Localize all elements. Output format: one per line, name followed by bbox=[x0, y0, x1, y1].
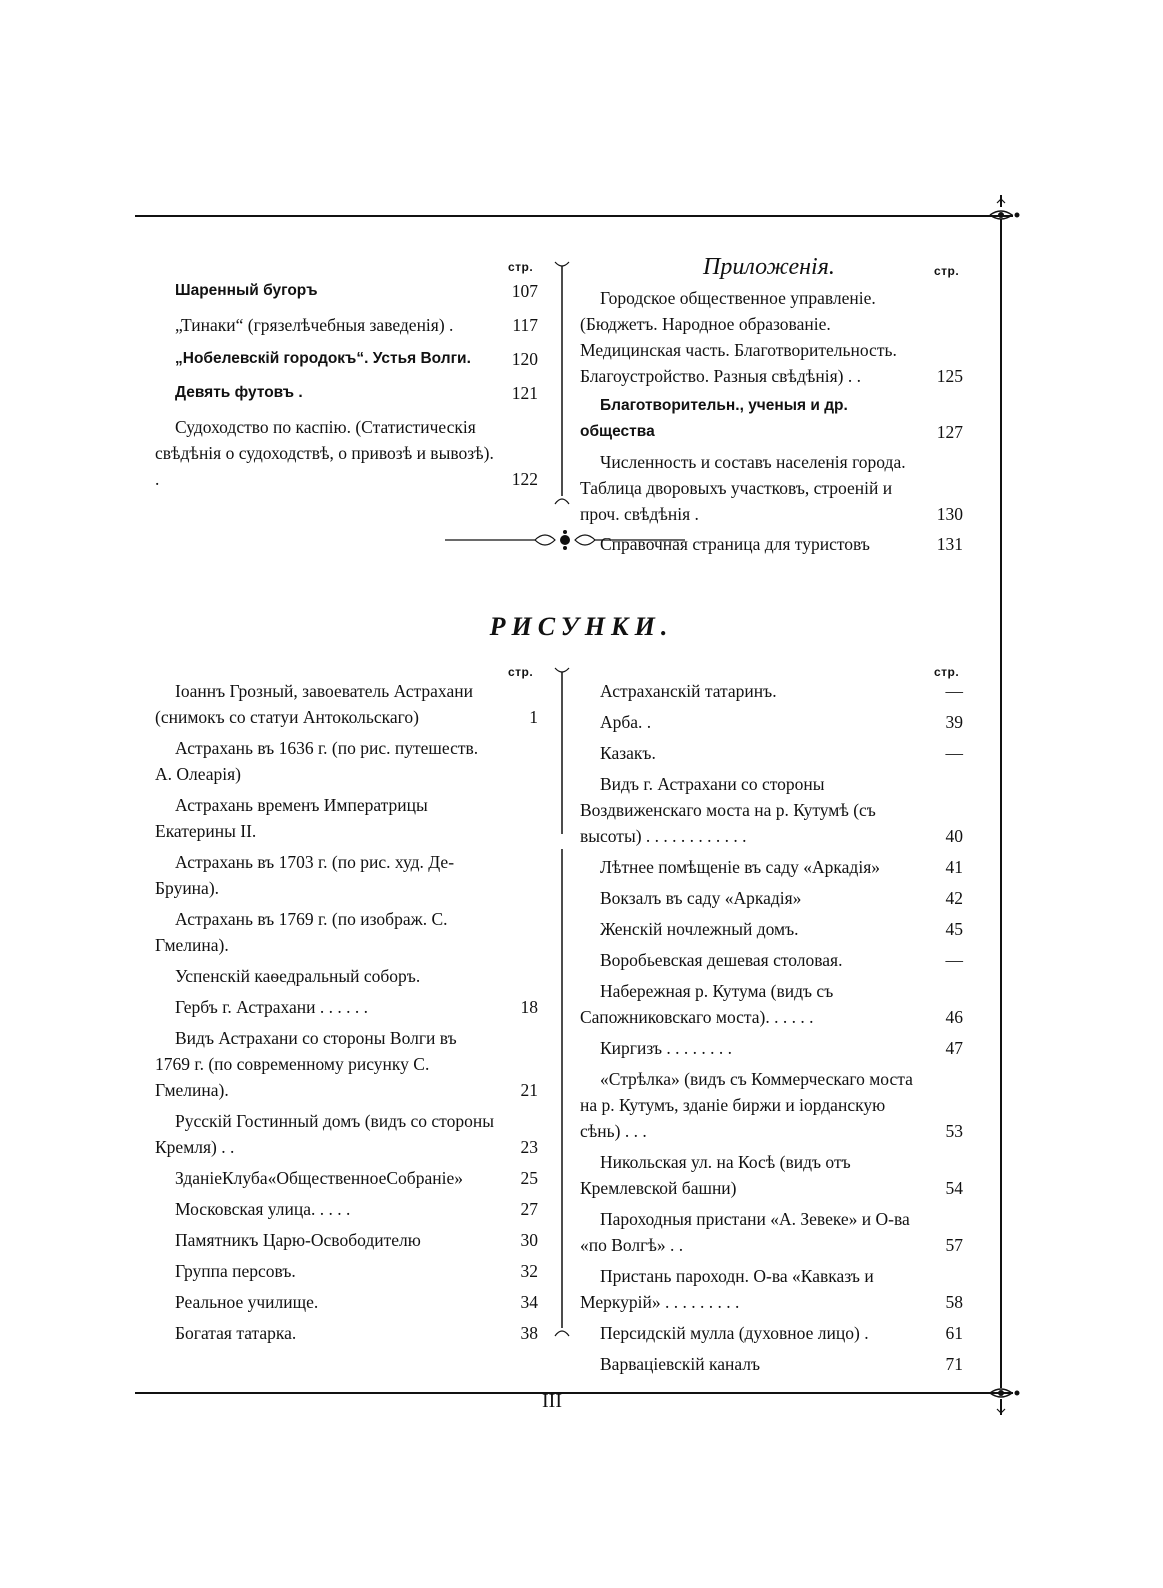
toc-entry bbox=[580, 978, 963, 1030]
toc-entry bbox=[580, 709, 963, 735]
toc-entry-page: 121 bbox=[511, 383, 538, 403]
toc-entry bbox=[155, 1227, 538, 1253]
toc-entry bbox=[155, 1320, 538, 1346]
toc-entry-page: 120 bbox=[511, 349, 538, 369]
toc-entry bbox=[155, 849, 538, 901]
col-header-top-left: стр. bbox=[508, 260, 534, 274]
toc-entry-title: Видъ Астрахани со стороны Волги въ 1769 г. (по современному рисунку С. Гмелина). bbox=[155, 1028, 457, 1100]
toc-entry bbox=[580, 1149, 963, 1201]
toc-entry bbox=[155, 1165, 538, 1191]
toc-entry-title: Астрахань въ 1636 г. (по рис. путешеств. А. Олеарія) bbox=[155, 738, 479, 784]
toc-entry-title: Русскій Гостинный домъ (видъ со стороны Кремля) . . bbox=[155, 1111, 494, 1157]
appendix-title: Приложенія. bbox=[703, 254, 835, 280]
toc-entry-page: 30 bbox=[520, 1230, 538, 1250]
toc-entry-title: Астраханскій татаринъ. bbox=[600, 681, 777, 701]
toc-entry-page: 61 bbox=[945, 1323, 963, 1343]
toc-entry-page: 1 bbox=[529, 707, 538, 727]
toc-entry-page: 40 bbox=[945, 826, 963, 846]
toc-entry-title: Арба. . bbox=[600, 712, 652, 732]
toc-entry-title: Астрахань временъ Императрицы Екатерины II. bbox=[155, 795, 428, 841]
toc-entry-page: — bbox=[945, 950, 963, 970]
col-header-fig-left: стр. bbox=[508, 665, 534, 679]
toc-entry-page: 45 bbox=[945, 919, 963, 939]
center-divider-top bbox=[552, 258, 572, 508]
toc-entry-title: Шаренный бугоръ bbox=[175, 282, 318, 299]
toc-entry-page: 71 bbox=[945, 1354, 963, 1374]
toc-entry bbox=[155, 1289, 538, 1315]
toc-entry-page: 122 bbox=[511, 469, 538, 489]
toc-entry-page: 125 bbox=[936, 366, 963, 386]
toc-entry-title: Справочная страница для туристовъ bbox=[600, 534, 870, 554]
toc-entry-title: Іоаннъ Грозный, завоеватель Астрахани (снимокъ со статуи Антокольскаго) bbox=[155, 681, 473, 727]
toc-entry bbox=[580, 947, 963, 973]
toc-entry bbox=[155, 1025, 538, 1103]
toc-entry bbox=[155, 906, 538, 958]
top-right-ornament-icon bbox=[990, 195, 1030, 235]
toc-entry bbox=[580, 1320, 963, 1346]
toc-entry-title: Благотворительн., ученыя и др. общества bbox=[580, 397, 848, 440]
toc-entry-page: 131 bbox=[936, 534, 963, 554]
toc-entry-page: 117 bbox=[512, 315, 538, 335]
toc-entry-title: Памятникъ Царю-Освободителю bbox=[175, 1230, 421, 1250]
figures-left-column bbox=[155, 678, 538, 1351]
toc-entry-page: 47 bbox=[945, 1038, 963, 1058]
contents-top-left bbox=[155, 278, 538, 500]
toc-entry-title: Судоходство по каспію. (Статистическія свѣдѣнія о судоходствѣ, о привозѣ и вывозѣ). . bbox=[155, 417, 494, 489]
toc-entry bbox=[155, 312, 538, 338]
toc-entry bbox=[580, 1206, 963, 1258]
toc-entry bbox=[155, 994, 538, 1020]
toc-entry-title: Видъ г. Астрахани со стороны Воздвиженскаго моста на р. Кутумѣ (съ высоты) . . . . . . . . . . . . bbox=[580, 774, 876, 846]
toc-entry bbox=[580, 1263, 963, 1315]
toc-entry-page: 32 bbox=[520, 1261, 538, 1281]
toc-entry-title: „Нобелевскій городокъ“. Устья Волги. bbox=[175, 350, 471, 367]
toc-entry-title: „Тинаки“ (грязелѣчебныя заведенія) . bbox=[175, 315, 454, 335]
toc-entry bbox=[580, 740, 963, 766]
toc-entry-title: Персидскій мулла (духовное лицо) . bbox=[600, 1323, 869, 1343]
toc-entry bbox=[155, 1196, 538, 1222]
page-number: III bbox=[542, 1390, 562, 1412]
toc-entry bbox=[580, 885, 963, 911]
bottom-frame-rule bbox=[135, 1392, 1013, 1394]
toc-entry-page: 57 bbox=[945, 1235, 963, 1255]
toc-entry-page: 127 bbox=[936, 422, 963, 442]
toc-entry bbox=[155, 346, 538, 372]
toc-entry-page: 38 bbox=[520, 1323, 538, 1343]
toc-entry bbox=[155, 1108, 538, 1160]
toc-entry-title: Городское общественное управленіе. (Бюджетъ. Народное образованіе. Медицинская часть. Благотворительность. Благоустройство. Разныя свѣдѣнія) . . bbox=[580, 288, 897, 386]
toc-entry-title: Казакъ. bbox=[600, 743, 656, 763]
toc-entry bbox=[155, 1258, 538, 1284]
toc-entry-title: Реальное училище. bbox=[175, 1292, 319, 1312]
toc-entry-page: 23 bbox=[520, 1137, 538, 1157]
toc-entry-title: Успенскій каѳедральный соборъ. bbox=[175, 966, 421, 986]
toc-entry bbox=[580, 393, 963, 445]
toc-entry bbox=[580, 1035, 963, 1061]
toc-entry-page: 53 bbox=[945, 1121, 963, 1141]
toc-entry bbox=[155, 963, 538, 989]
toc-entry-title: Астрахань въ 1703 г. (по рис. худ. Де-Бруина). bbox=[155, 852, 455, 898]
toc-entry bbox=[155, 380, 538, 406]
right-frame-rule bbox=[1000, 222, 1002, 1388]
toc-entry-page: 41 bbox=[945, 857, 963, 877]
toc-entry-page: — bbox=[945, 743, 963, 763]
toc-entry-title: Воробьевская дешевая столовая. bbox=[600, 950, 843, 970]
toc-entry-title: Варваціевскій каналъ bbox=[600, 1354, 761, 1374]
toc-entry-page: 46 bbox=[945, 1007, 963, 1027]
toc-entry bbox=[155, 414, 538, 492]
toc-entry-page: 42 bbox=[945, 888, 963, 908]
contents-top-right bbox=[580, 285, 963, 561]
toc-entry-page: 34 bbox=[520, 1292, 538, 1312]
toc-entry-page: — bbox=[945, 681, 963, 701]
toc-entry bbox=[155, 678, 538, 730]
toc-entry-title: Девять футовъ . bbox=[175, 384, 303, 401]
toc-entry-page: 18 bbox=[520, 997, 538, 1017]
toc-entry bbox=[580, 285, 963, 389]
toc-entry bbox=[580, 1066, 963, 1144]
toc-entry-title: Пристань пароходн. О-ва «Кавказъ и Меркурій» . . . . . . . . . bbox=[580, 1266, 874, 1312]
toc-entry-title: Вокзалъ въ саду «Аркадія» bbox=[600, 888, 802, 908]
toc-entry-title: Московская улица. . . . . bbox=[175, 1199, 351, 1219]
toc-entry bbox=[580, 854, 963, 880]
toc-entry bbox=[580, 678, 963, 704]
col-header-top-right: стр. bbox=[934, 264, 960, 278]
vignette-ornament-icon bbox=[445, 528, 685, 552]
toc-entry-title: Группа персовъ. bbox=[175, 1261, 296, 1281]
toc-entry bbox=[580, 449, 963, 527]
toc-entry-title: Астрахань въ 1769 г. (по изображ. С. Гмелина). bbox=[155, 909, 448, 955]
toc-entry-title: Пароходныя пристани «А. Зевеке» и О-ва «по Волгѣ» . . bbox=[580, 1209, 910, 1255]
figures-right-column bbox=[580, 678, 963, 1382]
toc-entry-title: ЗданіеКлуба«ОбщественноеСобраніе» bbox=[175, 1168, 463, 1188]
toc-entry-page: 25 bbox=[520, 1168, 538, 1188]
toc-entry-page: 27 bbox=[520, 1199, 538, 1219]
toc-entry bbox=[155, 735, 538, 787]
toc-entry-title: Набережная р. Кутума (видъ съ Сапожниковскаго моста). . . . . . bbox=[580, 981, 834, 1027]
toc-entry bbox=[580, 916, 963, 942]
toc-entry-page: 54 bbox=[945, 1178, 963, 1198]
top-frame-rule bbox=[135, 215, 1013, 217]
toc-entry-page: 58 bbox=[945, 1292, 963, 1312]
toc-entry-title: Лѣтнее помѣщеніе въ саду «Аркадія» bbox=[600, 857, 880, 877]
center-divider-figures bbox=[552, 664, 572, 1340]
toc-entry-title: «Стрѣлка» (видъ съ Коммерческаго моста на р. Кутумъ, зданіе биржи и іорданскую сѣнь) . . . bbox=[580, 1069, 913, 1141]
toc-entry bbox=[155, 278, 538, 304]
col-header-fig-right: стр. bbox=[934, 665, 960, 679]
toc-entry bbox=[580, 1351, 963, 1377]
toc-entry-page: 107 bbox=[511, 281, 538, 301]
toc-entry-page: 21 bbox=[520, 1080, 538, 1100]
toc-entry-title: Женскій ночлежный домъ. bbox=[600, 919, 799, 939]
bottom-right-ornament-icon bbox=[990, 1373, 1030, 1419]
toc-entry-title: Богатая татарка. bbox=[175, 1323, 297, 1343]
toc-entry-title: Численность и составъ населенія города. Таблица дворовыхъ участковъ, строеній и проч. свѣдѣнія . bbox=[580, 452, 906, 524]
toc-entry-title: Гербъ г. Астрахани . . . . . . bbox=[175, 997, 369, 1017]
figures-title: РИСУНКИ. bbox=[489, 612, 674, 641]
toc-entry-page: 130 bbox=[936, 504, 963, 524]
toc-entry-title: Никольская ул. на Косѣ (видъ отъ Кремлевской башни) bbox=[580, 1152, 851, 1198]
toc-entry bbox=[155, 792, 538, 844]
toc-entry-title: Киргизъ . . . . . . . . bbox=[600, 1038, 732, 1058]
toc-entry-page: 39 bbox=[945, 712, 963, 732]
toc-entry bbox=[580, 771, 963, 849]
